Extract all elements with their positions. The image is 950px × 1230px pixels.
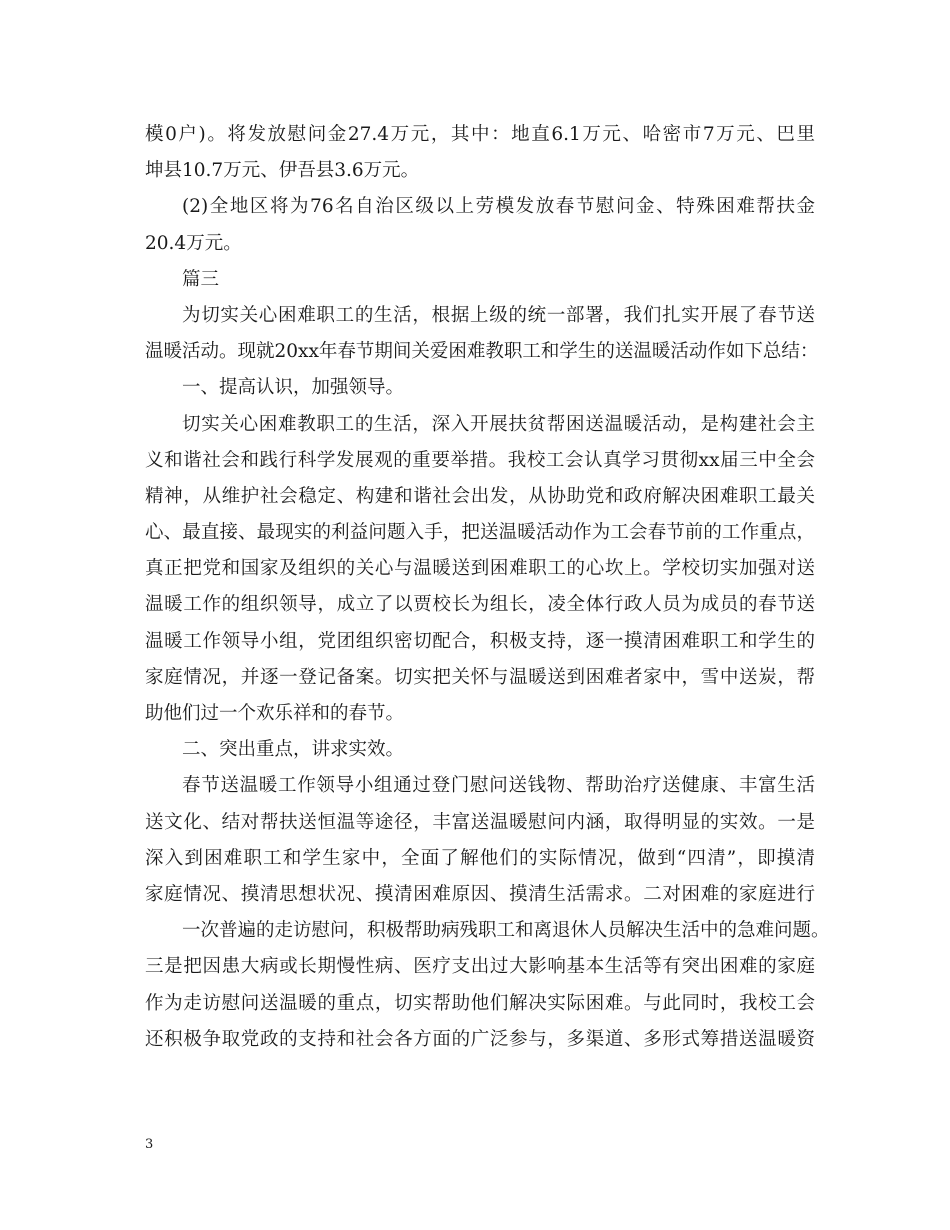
text-line: 坤县10.7万元、伊吾县3.6万元。 (145, 160, 420, 182)
section-heading: 一、提高认识，加强领导。 (182, 377, 405, 399)
section-heading: 二、突出重点，讲求实效。 (182, 739, 405, 761)
text-line: 助他们过一个欢乐祥和的春节。 (145, 703, 405, 724)
text-line: 精神，从维护社会稳定、构建和谐社会出发，从协助党和政府解决困难职工最关 (145, 485, 815, 507)
text-line: 温暖工作领导小组，党团组织密切配合，积极支持，逐一摸清困难职工和学生的 (145, 630, 815, 652)
page-number: 3 (145, 1137, 154, 1152)
text-line: 送文化、结对帮扶送恒温等途径，丰富送温暖慰问内涵，取得明显的实效。一是 (145, 811, 815, 833)
text-line: 为切实关心困难职工的生活，根据上级的统一部署，我们扎实开展了春节送 (182, 304, 815, 326)
text-line: 真正把党和国家及组织的关心与温暖送到困难职工的心坎上。学校切实加强对送 (145, 558, 815, 580)
text-line: 切实关心困难教职工的生活，深入开展扶贫帮困送温暖活动，是构建社会主 (182, 413, 815, 435)
text-line: 心、最直接、最现实的利益问题入手，把送温暖活动作为工会春节前的工作重点， (145, 522, 815, 544)
body-text (145, 117, 830, 1058)
section-heading: 篇三 (182, 268, 220, 290)
text-line: 温暖活动。现就20xx年春节期间关爱困难教职工和学生的送温暖活动作如下总结： (145, 341, 819, 363)
text-line: 一次普遍的走访慰问，积极帮助病残职工和离退休人员解决生活中的急难问题。 (182, 920, 830, 942)
text-line: 还积极争取党政的支持和社会各方面的广泛参与，多渠道、多形式筹措送温暖资 (145, 1028, 815, 1050)
text-line: 家庭情况，并逐一登记备案。切实把关怀与温暖送到困难者家中，雪中送炭，帮 (145, 666, 815, 688)
text-line: 三是把因患大病或长期慢性病、医疗支出过大影响基本生活等有突出困难的家庭 (145, 956, 815, 978)
text-line: 温暖工作的组织领导，成立了以贾校长为组长，凌全体行政人员为成员的春节送 (145, 594, 815, 616)
text-line: 模0户)。将发放慰问金27.4万元，其中：地直6.1万元、哈密市7万元、巴里 (145, 124, 815, 145)
text-line: 深入到困难职工和学生家中，全面了解他们的实际情况，做到“四清”，即摸清 (145, 847, 815, 869)
text-line: 作为走访慰问送温暖的重点，切实帮助他们解决实际困难。与此同时，我校工会 (145, 992, 815, 1014)
text-line: 20.4万元。 (145, 232, 242, 254)
text-line: (2)全地区将为76名自治区级以上劳模发放春节慰问金、特殊困难帮扶金 (182, 196, 815, 218)
text-line: 义和谐社会和践行科学发展观的重要举措。我校工会认真学习贯彻xx届三中全会 (145, 449, 815, 471)
text-line: 家庭情况、摸清思想状况、摸清困难原因、摸清生活需求。二对困难的家庭进行 (145, 883, 815, 905)
text-line: 春节送温暖工作领导小组通过登门慰问送钱物、帮助治疗送健康、丰富生活 (182, 775, 815, 797)
